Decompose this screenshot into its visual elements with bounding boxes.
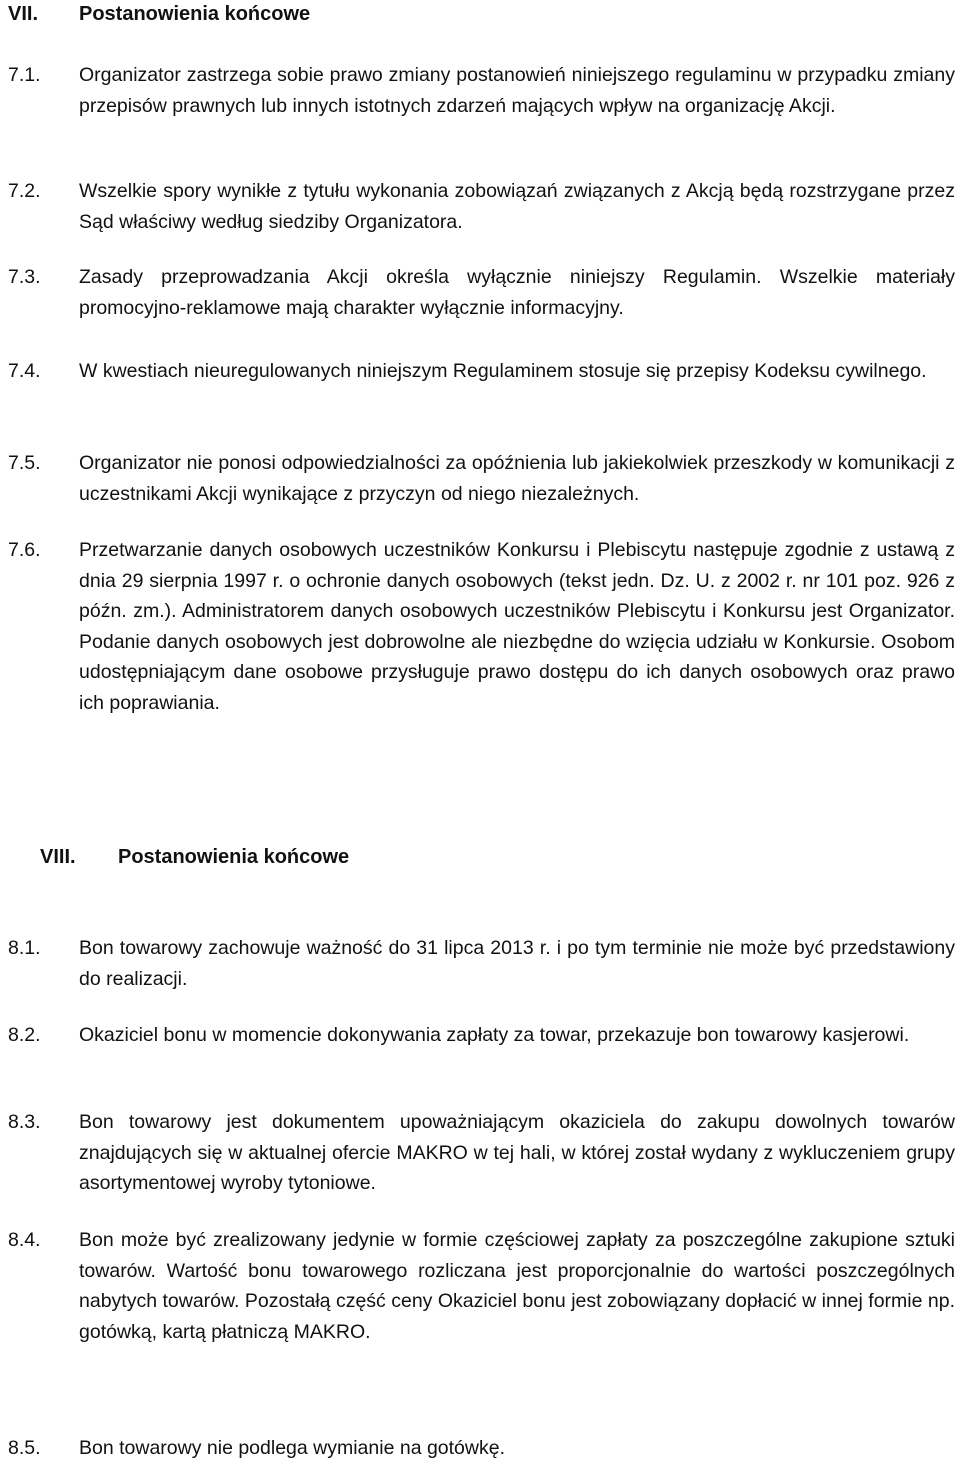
clause-text: Bon może być zrealizowany jedynie w formie częściowej zapłaty za poszczególne zakupione sztuki towarów. Wartość bonu towarowego rozliczana jest proporcjonalnie do wartości poszczególnych nabytych towarów. Pozostałą część ceny Okaziciel bonu jest zobowiązany dopłacić w innej formie np. gotówką, kartą płatniczą MAKRO. xyxy=(79,1229,955,1343)
clause-number: 7.1. xyxy=(8,64,41,86)
section-number: VII. xyxy=(8,3,39,25)
section-number: VIII. xyxy=(40,846,76,868)
section-title: Postanowienia końcowe xyxy=(79,3,311,25)
clause-number: 7.5. xyxy=(8,452,41,474)
clause-number: 7.3. xyxy=(8,266,41,288)
clause-text: Bon towarowy zachowuje ważność do 31 lipca 2013 r. i po tym terminie nie może być przedstawiony do realizacji. xyxy=(79,937,955,990)
clause-text: Organizator nie ponosi odpowiedzialności za opóźnienia lub jakiekolwiek przeszkody w komunikacji z uczestnikami Akcji wynikające z przyczyn od niego niezależnych. xyxy=(79,452,955,505)
clause-number: 7.2. xyxy=(8,180,41,202)
clause-text: Okaziciel bonu w momencie dokonywania zapłaty za towar, przekazuje bon towarowy kasjerowi. xyxy=(79,1024,910,1046)
clause-number: 8.5. xyxy=(8,1437,41,1459)
clause-number: 8.3. xyxy=(8,1111,41,1133)
clause-number: 8.1. xyxy=(8,937,41,959)
clause-text: Przetwarzanie danych osobowych uczestników Konkursu i Plebiscytu następuje zgodnie z ustawą z dnia 29 sierpnia 1997 r. o ochronie danych osobowych (tekst jedn. Dz. U. z 2002 r. nr 101 poz. 926 z późn. zm.). Administratorem danych osobowych uczestników Plebiscytu i Konkursu jest Organizator. Podanie danych osobowych jest dobrowolne ale niezbędne do wzięcia udziału w Konkursie. Osobom udostępniającym dane osobowe przysługuje prawo dostępu do ich danych osobowych oraz prawo ich poprawiania. xyxy=(79,539,955,714)
clause-number: 8.2. xyxy=(8,1024,41,1046)
clause-text: Wszelkie spory wynikłe z tytułu wykonania zobowiązań związanych z Akcją będą rozstrzygane przez Sąd właściwy według siedziby Organizatora. xyxy=(79,180,955,233)
clause-text: Organizator zastrzega sobie prawo zmiany postanowień niniejszego regulaminu w przypadku zmiany przepisów prawnych lub innych istotnych zdarzeń mających wpływ na organizację Akcji. xyxy=(79,64,955,117)
clause-number: 7.6. xyxy=(8,539,41,561)
clause-text: Bon towarowy jest dokumentem upoważniającym okaziciela do zakupu dowolnych towarów znajdujących się w aktualnej ofercie MAKRO w tej hali, w której został wydany z wykluczeniem grupy asortymentowej wyroby tytoniowe. xyxy=(79,1111,955,1194)
clause-text: Zasady przeprowadzania Akcji określa wyłącznie niniejszy Regulamin. Wszelkie materiały promocyjno-reklamowe mają charakter wyłącznie informacyjny. xyxy=(79,266,955,319)
clause-number: 7.4. xyxy=(8,360,41,382)
clause-text: Bon towarowy nie podlega wymianie na gotówkę. xyxy=(79,1437,506,1459)
section-title: Postanowienia końcowe xyxy=(118,846,350,868)
section-heading xyxy=(40,845,640,869)
clause-text: W kwestiach nieuregulowanych niniejszym Regulaminem stosuje się przepisy Kodeksu cywilnego. xyxy=(79,360,927,382)
clause-number: 8.4. xyxy=(8,1229,41,1251)
section-heading xyxy=(8,2,608,26)
